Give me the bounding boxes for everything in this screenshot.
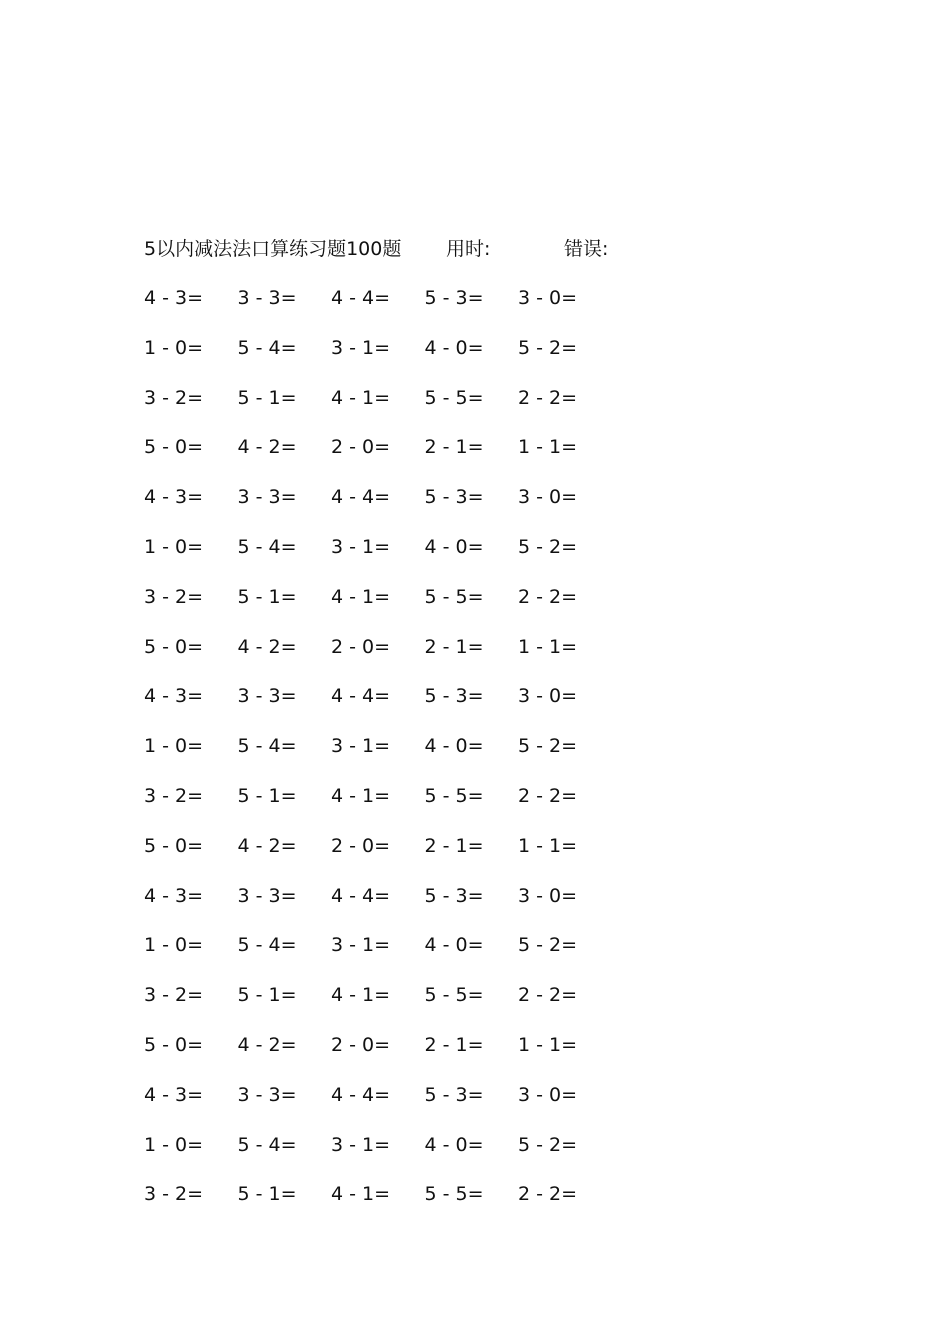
worksheet-header <box>144 236 608 262</box>
problem-cell: 5 - 4= <box>237 336 297 359</box>
problem-cell: 3 - 2= <box>144 386 204 409</box>
problem-cell: 5 - 5= <box>424 984 484 1007</box>
problem-cell: 2 - 2= <box>518 984 578 1007</box>
problem-cell: 3 - 0= <box>518 287 578 309</box>
worksheet-title: 5以内减法法口算练习题100题 <box>144 238 402 260</box>
problem-cell: 3 - 3= <box>237 884 297 907</box>
problem-cell: 2 - 2= <box>518 784 578 807</box>
problem-cell: 3 - 1= <box>331 535 391 558</box>
problem-row <box>144 683 612 733</box>
problem-row <box>144 584 612 634</box>
problem-cell: 2 - 1= <box>424 436 484 459</box>
problem-cell: 5 - 5= <box>424 585 484 608</box>
problem-cell: 5 - 4= <box>237 535 297 558</box>
problem-grid <box>144 285 612 1231</box>
problem-row <box>144 484 612 534</box>
problem-row <box>144 385 612 435</box>
problem-cell: 4 - 4= <box>331 1083 391 1106</box>
problem-cell: 4 - 2= <box>237 1033 297 1056</box>
problem-cell: 4 - 0= <box>424 735 484 758</box>
problem-cell: 4 - 2= <box>237 635 297 658</box>
problem-cell: 5 - 0= <box>144 436 204 459</box>
problem-cell: 4 - 2= <box>237 834 297 857</box>
problem-cell: 3 - 3= <box>237 287 297 309</box>
problem-cell: 4 - 4= <box>331 486 391 509</box>
problem-cell: 5 - 0= <box>144 635 204 658</box>
problem-cell: 2 - 0= <box>331 834 391 857</box>
problem-cell: 4 - 3= <box>144 486 204 509</box>
problem-cell: 4 - 4= <box>331 685 391 708</box>
problem-cell: 5 - 5= <box>424 386 484 409</box>
problem-cell: 5 - 2= <box>518 535 578 558</box>
problem-cell: 5 - 3= <box>424 884 484 907</box>
problem-row <box>144 883 612 933</box>
problem-cell: 5 - 3= <box>424 685 484 708</box>
problem-row <box>144 1132 612 1182</box>
problem-cell: 4 - 3= <box>144 685 204 708</box>
problem-cell: 5 - 5= <box>424 784 484 807</box>
problem-cell: 2 - 1= <box>424 635 484 658</box>
problem-row <box>144 833 612 883</box>
problem-cell: 5 - 4= <box>237 1133 297 1156</box>
problem-cell: 3 - 1= <box>331 336 391 359</box>
problem-cell: 4 - 2= <box>237 436 297 459</box>
problem-row <box>144 1082 612 1132</box>
time-used-label: 用时: <box>446 238 491 260</box>
problem-cell: 1 - 1= <box>518 436 578 459</box>
problem-cell: 3 - 2= <box>144 984 204 1007</box>
problem-row <box>144 1181 612 1231</box>
problem-cell: 5 - 3= <box>424 486 484 509</box>
problem-cell: 4 - 0= <box>424 336 484 359</box>
problem-cell: 3 - 3= <box>237 486 297 509</box>
problem-cell: 4 - 1= <box>331 585 391 608</box>
problem-cell: 3 - 3= <box>237 1083 297 1106</box>
problem-cell: 3 - 1= <box>331 934 391 957</box>
problem-row <box>144 982 612 1032</box>
problem-cell: 5 - 1= <box>237 1183 297 1206</box>
problem-row <box>144 434 612 484</box>
problem-cell: 2 - 0= <box>331 635 391 658</box>
problem-cell: 1 - 0= <box>144 1133 204 1156</box>
problem-row <box>144 783 612 833</box>
error-count-label: 错误: <box>564 238 609 260</box>
problem-cell: 5 - 1= <box>237 386 297 409</box>
problem-cell: 4 - 1= <box>331 984 391 1007</box>
problem-cell: 3 - 0= <box>518 685 578 708</box>
problem-row <box>144 534 612 584</box>
problem-cell: 5 - 5= <box>424 1183 484 1206</box>
problem-cell: 3 - 1= <box>331 735 391 758</box>
problem-cell: 5 - 0= <box>144 834 204 857</box>
problem-cell: 1 - 0= <box>144 735 204 758</box>
problem-cell: 5 - 4= <box>237 735 297 758</box>
problem-row <box>144 1032 612 1082</box>
problem-cell: 5 - 2= <box>518 336 578 359</box>
problem-cell: 1 - 1= <box>518 834 578 857</box>
problem-cell: 3 - 1= <box>331 1133 391 1156</box>
problem-cell: 2 - 2= <box>518 585 578 608</box>
problem-cell: 2 - 1= <box>424 1033 484 1056</box>
problem-cell: 3 - 3= <box>237 685 297 708</box>
problem-cell: 3 - 2= <box>144 784 204 807</box>
problem-cell: 4 - 1= <box>331 386 391 409</box>
problem-cell: 3 - 2= <box>144 585 204 608</box>
problem-cell: 4 - 3= <box>144 1083 204 1106</box>
problem-cell: 1 - 0= <box>144 535 204 558</box>
problem-cell: 1 - 0= <box>144 934 204 957</box>
problem-cell: 4 - 4= <box>331 287 391 309</box>
problem-cell: 4 - 0= <box>424 1133 484 1156</box>
problem-cell: 5 - 3= <box>424 287 484 309</box>
problem-cell: 4 - 1= <box>331 1183 391 1206</box>
problem-cell: 2 - 0= <box>331 1033 391 1056</box>
problem-row <box>144 634 612 684</box>
problem-cell: 1 - 1= <box>518 1033 578 1056</box>
problem-cell: 1 - 1= <box>518 635 578 658</box>
problem-row <box>144 285 612 335</box>
problem-cell: 5 - 1= <box>237 585 297 608</box>
problem-cell: 4 - 3= <box>144 287 204 309</box>
problem-cell: 3 - 0= <box>518 486 578 509</box>
problem-cell: 5 - 4= <box>237 934 297 957</box>
problem-cell: 2 - 1= <box>424 834 484 857</box>
problem-cell: 4 - 0= <box>424 934 484 957</box>
problem-cell: 3 - 0= <box>518 1083 578 1106</box>
problem-cell: 5 - 3= <box>424 1083 484 1106</box>
problem-cell: 5 - 2= <box>518 934 578 957</box>
problem-cell: 4 - 1= <box>331 784 391 807</box>
problem-cell: 3 - 2= <box>144 1183 204 1206</box>
problem-cell: 2 - 0= <box>331 436 391 459</box>
problem-row <box>144 932 612 982</box>
problem-cell: 5 - 1= <box>237 984 297 1007</box>
problem-cell: 2 - 2= <box>518 1183 578 1206</box>
problem-cell: 5 - 2= <box>518 735 578 758</box>
problem-cell: 5 - 2= <box>518 1133 578 1156</box>
problem-cell: 4 - 3= <box>144 884 204 907</box>
problem-cell: 4 - 4= <box>331 884 391 907</box>
problem-row <box>144 733 612 783</box>
problem-cell: 1 - 0= <box>144 336 204 359</box>
problem-cell: 5 - 0= <box>144 1033 204 1056</box>
problem-cell: 4 - 0= <box>424 535 484 558</box>
problem-row <box>144 335 612 385</box>
problem-cell: 5 - 1= <box>237 784 297 807</box>
problem-cell: 2 - 2= <box>518 386 578 409</box>
problem-cell: 3 - 0= <box>518 884 578 907</box>
